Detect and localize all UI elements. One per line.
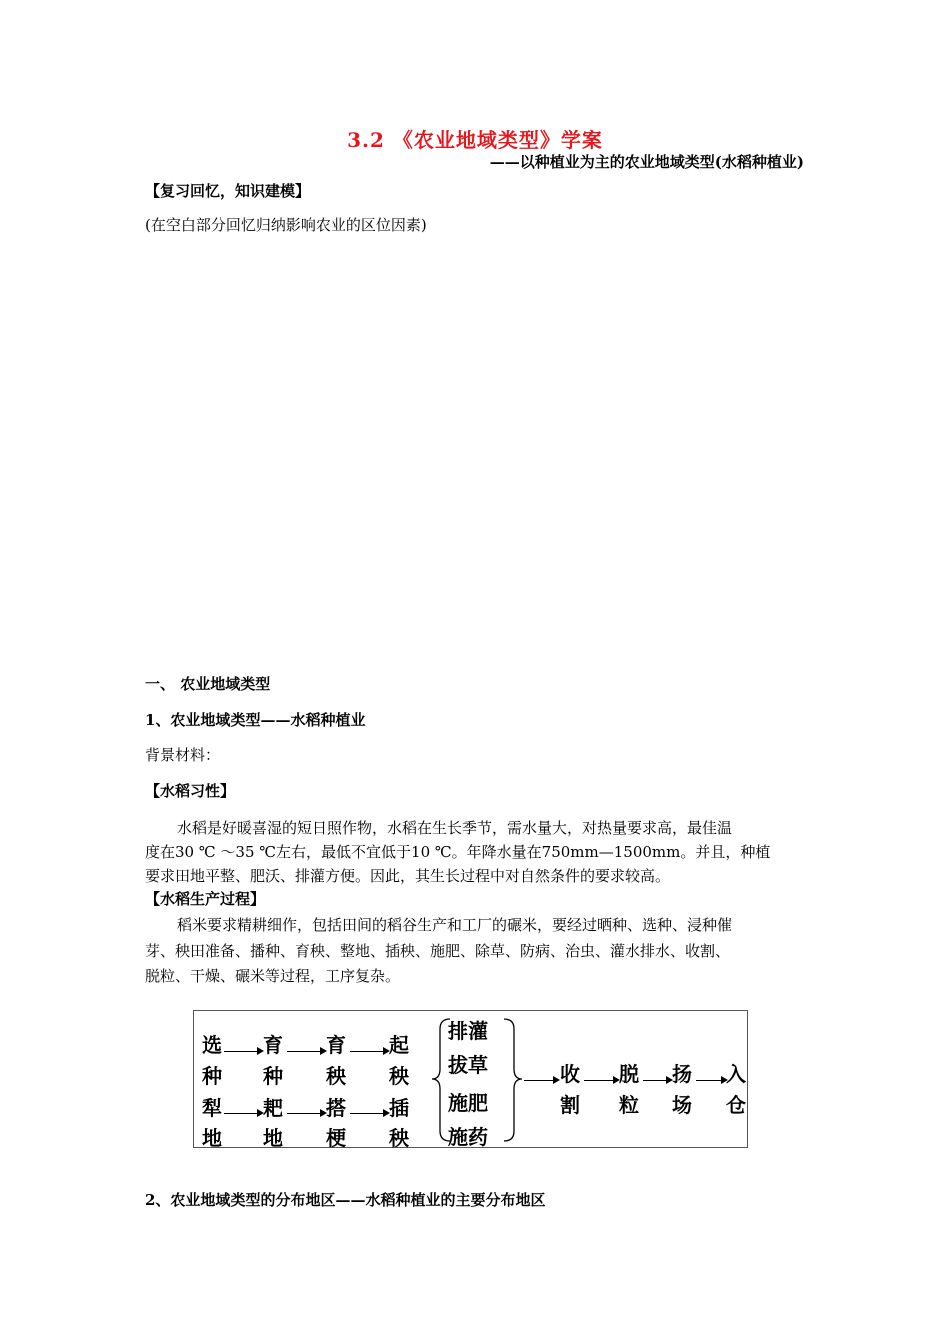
flow-arrow: [524, 1080, 558, 1081]
review-instruction: (在空白部分回忆归纳影响农业的区位因素): [145, 216, 427, 234]
page-subtitle: ——以种植业为主的农业地域类型(水稻种植业): [489, 153, 804, 171]
process-heading: 【水稻生产过程】: [145, 890, 266, 908]
flow-r2-step4-bottom: 秧: [389, 1126, 409, 1150]
flow-r1-step2-top: 育: [263, 1033, 283, 1057]
flow-arrow: [696, 1080, 726, 1081]
flow-r2-step1-top: 犁: [202, 1096, 222, 1120]
section-heading: 一、 农业地域类型: [145, 675, 271, 693]
flow-middle-2: 拔草: [448, 1053, 488, 1077]
flow-r2-step1-bottom: 地: [202, 1126, 222, 1150]
flow-r2-step2-bottom: 地: [263, 1126, 283, 1150]
flow-r1-step3-bottom: 秧: [326, 1064, 346, 1088]
rice-production-flowchart: [193, 1010, 748, 1148]
flow-tail-4-bottom: 仓: [726, 1093, 746, 1117]
flow-r2-step3-bottom: 梗: [326, 1126, 346, 1150]
subsection-heading-1: 1、农业地域类型——水稻种植业: [145, 711, 366, 729]
flow-arrow: [287, 1051, 325, 1052]
flow-tail-2-bottom: 粒: [619, 1093, 639, 1117]
flow-r1-step1-bottom: 种: [202, 1064, 222, 1088]
background-label: 背景材料：: [145, 746, 221, 764]
flow-arrow: [350, 1113, 388, 1114]
flow-arrow: [584, 1080, 618, 1081]
flow-middle-1: 排灌: [448, 1019, 488, 1043]
habit-line-2: 度在30 ℃ ～35 ℃左右，最低不宜低于10 ℃。年降水量在750mm—1500mm。并且，种植: [145, 843, 771, 861]
flow-arrow: [350, 1051, 388, 1052]
flow-tail-4-top: 入: [726, 1062, 746, 1086]
process-line-3: 脱粒、干燥、碾米等过程，工序复杂。: [145, 967, 401, 985]
flow-r1-step3-top: 育: [326, 1033, 346, 1057]
flow-tail-3-bottom: 场: [672, 1093, 692, 1117]
flow-tail-2-top: 脱: [619, 1062, 639, 1086]
flow-arrow: [643, 1080, 671, 1081]
flow-r2-step3-top: 搭: [326, 1096, 346, 1120]
flow-r2-step2-top: 耙: [263, 1096, 283, 1120]
habit-line-1: 水稻是好暖喜湿的短日照作物，水稻在生长季节，需水量大，对热量要求高，最佳温: [177, 819, 733, 837]
habit-heading: 【水稻习性】: [145, 782, 236, 800]
process-line-2: 芽、秧田准备、播种、育秧、整地、插秧、施肥、除草、防病、治虫、灌水排水、收割、: [145, 942, 731, 960]
flow-r1-step4-bottom: 秧: [389, 1064, 409, 1088]
flow-r1-step1-top: 选: [202, 1033, 222, 1057]
process-line-1: 稻米要求精耕细作，包括田间的稻谷生产和工厂的碾米，要经过晒种、选种、浸种催: [177, 916, 733, 934]
flow-r1-step2-bottom: 种: [263, 1064, 283, 1088]
flow-arrow: [224, 1113, 262, 1114]
habit-line-3: 要求田地平整、肥沃、排灌方便。因此，其生长过程中对自然条件的要求较高。: [145, 867, 671, 885]
flow-middle-4: 施药: [448, 1125, 488, 1149]
flow-tail-3-top: 扬: [672, 1062, 692, 1086]
page-title: 3.2 《农业地域类型》学案: [347, 128, 603, 152]
flow-middle-3: 施肥: [448, 1091, 488, 1115]
subsection-heading-2: 2、农业地域类型的分布地区——水稻种植业的主要分布地区: [145, 1191, 546, 1209]
flow-tail-1-bottom: 割: [560, 1093, 580, 1117]
flow-arrow: [287, 1113, 325, 1114]
flow-tail-1-top: 收: [560, 1062, 580, 1086]
flow-r2-step4-top: 插: [389, 1096, 409, 1120]
flow-r1-step4-top: 起: [389, 1033, 409, 1057]
review-heading: 【复习回忆，知识建模】: [145, 182, 311, 200]
flow-arrow: [224, 1051, 262, 1052]
